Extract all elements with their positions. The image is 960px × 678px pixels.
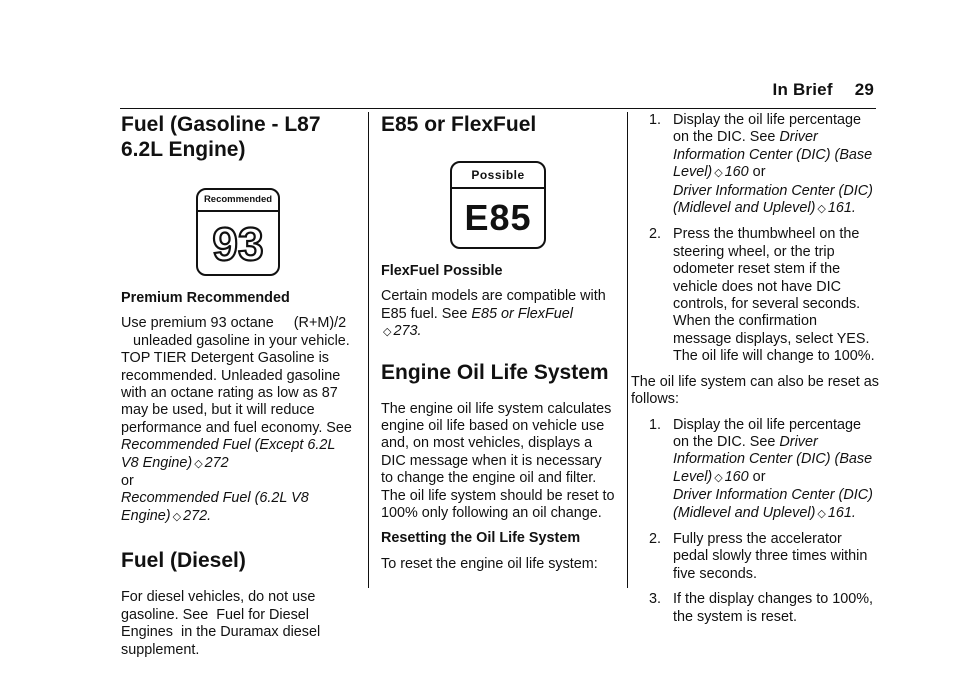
badge-top-text: Recommended	[198, 190, 278, 212]
page-reference-arrow-icon: ◇	[817, 203, 826, 216]
badge-bottom	[198, 212, 278, 274]
page-number: 29	[854, 80, 874, 99]
badge-label: E85	[464, 197, 532, 239]
steps-list-1	[639, 112, 879, 366]
premium-93-label-icon	[196, 188, 280, 276]
column-1	[121, 112, 355, 667]
column-3	[631, 112, 879, 634]
cross-reference-link[interactable]: Recommended Fuel (Except 6.2L V8 Engine)	[121, 437, 336, 471]
paragraph-alt-reset: The oil life system can also be reset as follows:	[631, 373, 879, 408]
page-reference-arrow-icon: ◇	[817, 507, 826, 520]
figure-caption: FlexFuel Possible	[381, 263, 503, 279]
section-heading-fuel-gasoline: Fuel (Gasoline - L87 6.2L Engine)	[121, 113, 321, 161]
paragraph-e85: Certain models are compatible with E85 fuel. See E85 or FlexFuel ◇ 273.	[381, 288, 606, 340]
octane-number-outline	[206, 217, 270, 269]
list-item: 2. Press the thumbwheel on the steering wheel, or the trip odometer reset stem if the vehicle does not have DIC controls, for several seconds. When the confirmation message displays, select YES. The oil life will change to 100%.	[649, 226, 875, 365]
page-reference[interactable]: 160	[724, 164, 749, 181]
column-divider-1	[368, 112, 369, 588]
paragraph-fuel-gasoline: Use premium 93 octane (R+M)/2 unleaded gasoline in your vehicle. TOP TIER Detergent Gasoline is recommended. Unleaded gasoline with an octane rating as low as 87 may be used, but it will reduce performance and fuel economy. See Recommended Fuel (Except 6.2L V8 Engine) ◇ 272 or Recommended Fuel (6.2L V8 Engine) ◇ 272.	[121, 315, 352, 524]
page-reference[interactable]: 272.	[183, 507, 212, 524]
premium-badge-wrap	[121, 178, 355, 290]
page-reference[interactable]: 160	[724, 468, 749, 485]
figure-caption: Premium Recommended	[121, 290, 290, 306]
page-reference[interactable]: 272	[204, 454, 229, 471]
page-reference-arrow-icon: ◇	[194, 457, 203, 470]
section-heading-e85: E85 or FlexFuel	[381, 113, 537, 136]
paragraph-reset-intro: To reset the engine oil life system:	[381, 555, 598, 572]
subheading-reset-oil-life: Resetting the Oil Life System	[381, 530, 581, 547]
cross-reference-link[interactable]: Driver Information Center (DIC) (Base Level)	[673, 433, 873, 485]
page-reference[interactable]: 161.	[827, 200, 856, 217]
section-heading-fuel-diesel: Fuel (Diesel)	[121, 549, 246, 573]
paragraph-fuel-diesel: For diesel vehicles, do not use gasoline. See Fuel for Diesel Engines in the Duramax diesel supplement.	[121, 589, 321, 658]
column-2	[381, 112, 615, 581]
page-reference-arrow-icon: ◇	[383, 326, 392, 339]
cross-reference-link[interactable]: Recommended Fuel (6.2L V8 Engine)	[121, 490, 309, 524]
page-reference[interactable]: 161.	[827, 504, 856, 521]
list-item: 2. Fully press the accelerator pedal slowly three times within five seconds.	[649, 530, 868, 582]
header-rule	[120, 108, 876, 109]
e85-badge-wrap	[381, 153, 615, 263]
column-divider-2	[627, 112, 628, 588]
cross-reference-link[interactable]: E85 or FlexFuel	[471, 305, 573, 322]
cross-reference-link[interactable]: Driver Information Center (DIC) (Midlevel and Uplevel)	[673, 487, 873, 521]
octane-number: 93	[212, 218, 264, 269]
page-reference[interactable]: 273.	[393, 323, 422, 340]
list-item: 1. Display the oil life percentage on the DIC. See Driver Information Center (DIC) (Base Level) ◇ 160 or Driver Information Center (DIC) (Midlevel and Uplevel) ◇ 161.	[649, 112, 873, 217]
page-reference-arrow-icon: ◇	[714, 167, 723, 180]
cross-reference-link[interactable]: Driver Information Center (DIC) (Midlevel and Uplevel)	[673, 182, 873, 217]
paragraph-oil-life: The engine oil life system calculates engine oil life based on vehicle use and, on most vehicles, displays a DIC message when it is necessary to change the engine oil and filter. The oil life system should be reset to 100% only following an oil change.	[381, 400, 615, 522]
running-header	[773, 80, 874, 100]
cross-reference-link[interactable]: Driver Information Center (DIC) (Base Level)	[673, 129, 873, 181]
badge-top-text: Possible	[452, 163, 544, 189]
section-heading-oil-life: Engine Oil Life System	[381, 360, 609, 384]
page-reference-arrow-icon: ◇	[172, 510, 182, 523]
list-item: 1. Display the oil life percentage on the DIC. See Driver Information Center (DIC) (Base Level) ◇ 160 or Driver Information Center (DIC) (Midlevel and Uplevel) ◇ 161.	[649, 416, 873, 521]
list-item: 3. If the display changes to 100%, the system is reset.	[649, 591, 874, 625]
e85-label-icon	[450, 161, 546, 249]
steps-list-2	[639, 417, 879, 626]
section-title: In Brief	[772, 80, 833, 99]
page-reference-arrow-icon: ◇	[714, 471, 723, 484]
